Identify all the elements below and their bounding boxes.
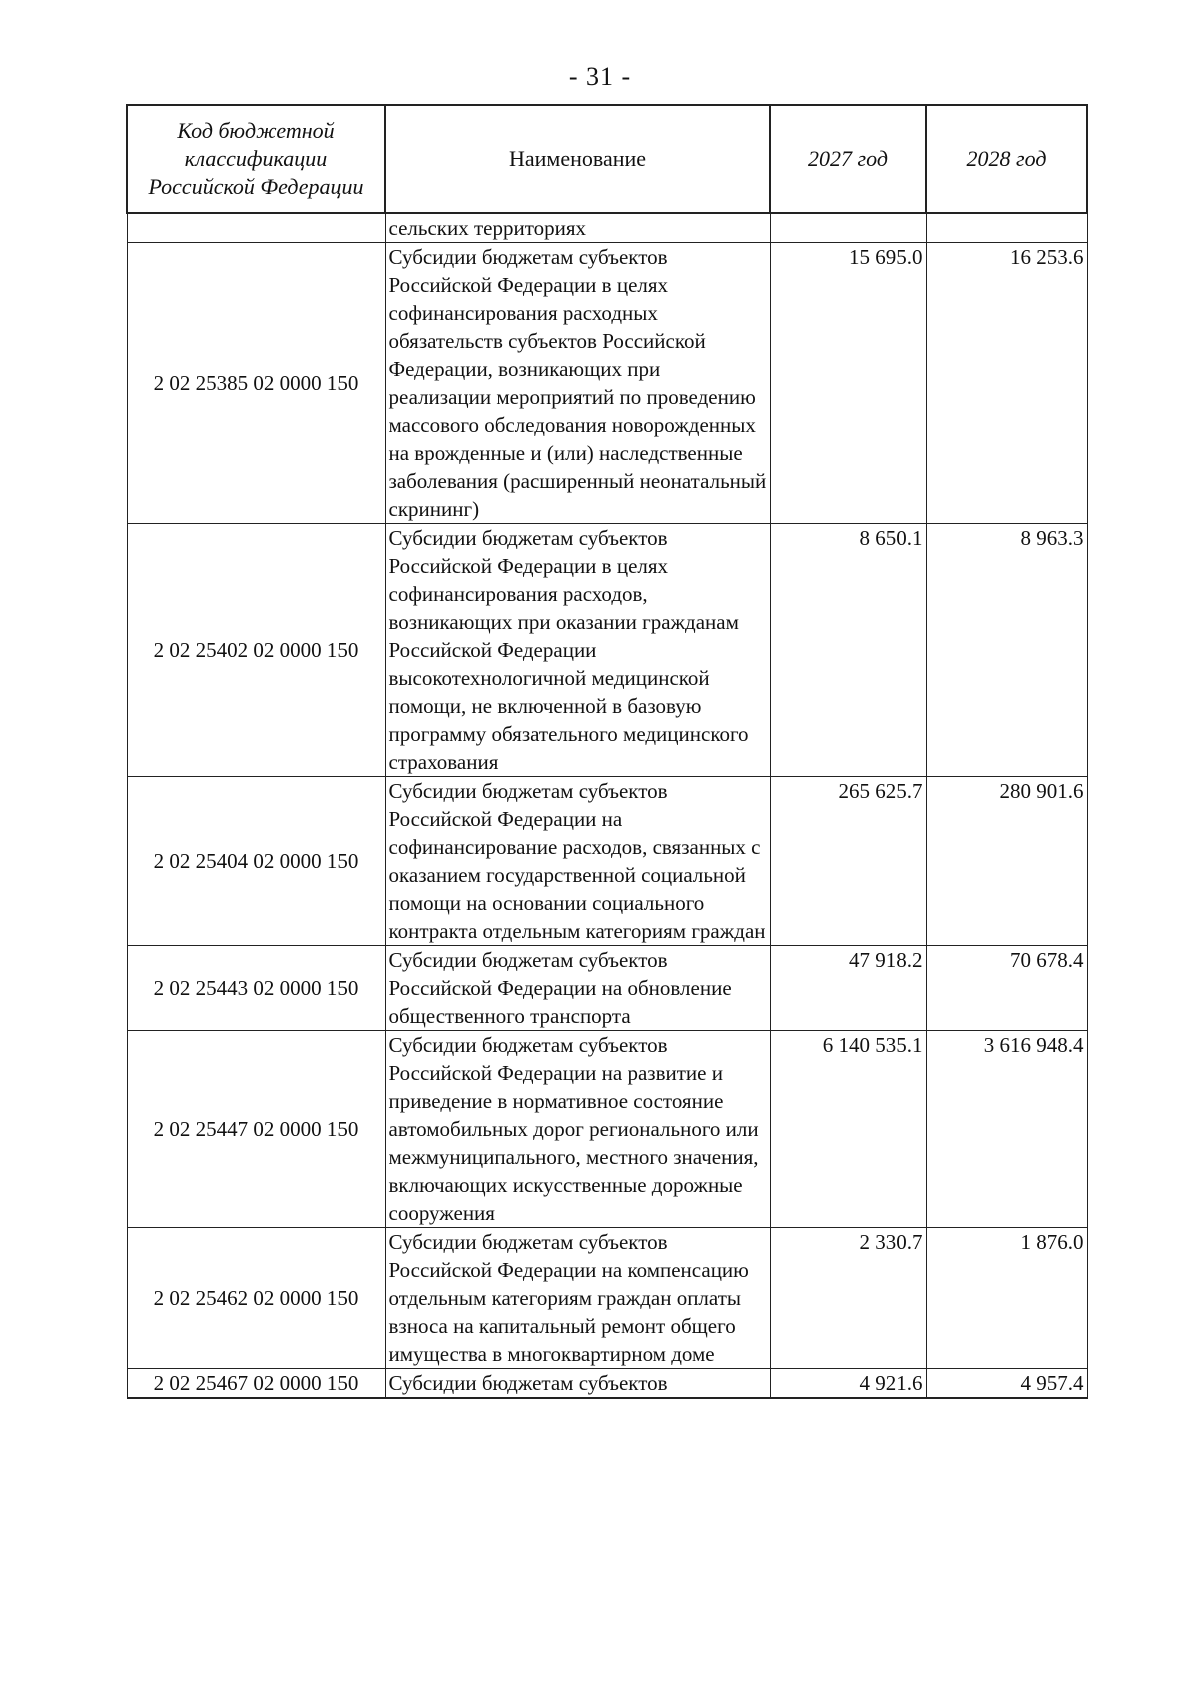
row-name: Субсидии бюджетам субъектов Российской Федерации в целях софинансирования расходов, возникающих при оказании гражданам Российской Федерации высокотехнологичной медицинской помощи, не включенной в базовую программу обязательного медицинского страхования bbox=[385, 524, 770, 777]
table-row bbox=[127, 1369, 1087, 1399]
row-code: 2 02 25443 02 0000 150 bbox=[127, 946, 385, 1031]
header-year-2028: 2028 год bbox=[926, 105, 1087, 213]
table-header-row bbox=[127, 105, 1087, 213]
row-amount-2028: 8 963.3 bbox=[926, 524, 1087, 777]
row-amount-2028: 70 678.4 bbox=[926, 946, 1087, 1031]
table-row bbox=[127, 243, 1087, 524]
row-name: Субсидии бюджетам субъектов bbox=[385, 1369, 770, 1399]
table-row bbox=[127, 946, 1087, 1031]
row-amount-2027: 47 918.2 bbox=[770, 946, 926, 1031]
row-amount-2028: 3 616 948.4 bbox=[926, 1031, 1087, 1228]
row-amount-2027: 8 650.1 bbox=[770, 524, 926, 777]
row-amount-2027: 4 921.6 bbox=[770, 1369, 926, 1399]
row-name: Субсидии бюджетам субъектов Российской Федерации на софинансирование расходов, связанных с оказанием государственной социальной помощи на основании социального контракта отдельным категориям граждан bbox=[385, 777, 770, 946]
table-row bbox=[127, 1031, 1087, 1228]
table-row bbox=[127, 1228, 1087, 1369]
row-code: 2 02 25402 02 0000 150 bbox=[127, 524, 385, 777]
row-amount-2028: 280 901.6 bbox=[926, 777, 1087, 946]
table-row bbox=[127, 213, 1087, 243]
row-amount-2028: 16 253.6 bbox=[926, 243, 1087, 524]
row-amount-2027: 15 695.0 bbox=[770, 243, 926, 524]
row-code: 2 02 25467 02 0000 150 bbox=[127, 1369, 385, 1399]
header-code: Код бюджетной классификации Российской Федерации bbox=[127, 105, 385, 213]
table-row bbox=[127, 777, 1087, 946]
row-name: сельских территориях bbox=[385, 213, 770, 243]
row-amount-2027: 265 625.7 bbox=[770, 777, 926, 946]
row-name: Субсидии бюджетам субъектов Российской Федерации в целях софинансирования расходных обязательств субъектов Российской Федерации, возникающих при реализации мероприятий по проведению массового обследования новорожденных на врожденные и (или) наследственные заболевания (расширенный неонатальный скрининг) bbox=[385, 243, 770, 524]
budget-table bbox=[126, 104, 1088, 1399]
row-amount-2027: 6 140 535.1 bbox=[770, 1031, 926, 1228]
table-row bbox=[127, 524, 1087, 777]
row-amount-2028 bbox=[926, 213, 1087, 243]
header-name: Наименование bbox=[385, 105, 770, 213]
row-code: 2 02 25447 02 0000 150 bbox=[127, 1031, 385, 1228]
header-year-2027: 2027 год bbox=[770, 105, 926, 213]
page-number: - 31 - bbox=[568, 62, 632, 91]
row-name: Субсидии бюджетам субъектов Российской Федерации на компенсацию отдельным категориям граждан оплаты взноса на капитальный ремонт общего имущества в многоквартирном доме bbox=[385, 1228, 770, 1369]
row-code bbox=[127, 213, 385, 243]
row-name: Субсидии бюджетам субъектов Российской Федерации на обновление общественного транспорта bbox=[385, 946, 770, 1031]
row-amount-2028: 4 957.4 bbox=[926, 1369, 1087, 1399]
row-amount-2027: 2 330.7 bbox=[770, 1228, 926, 1369]
row-amount-2027 bbox=[770, 213, 926, 243]
row-amount-2028: 1 876.0 bbox=[926, 1228, 1087, 1369]
row-code: 2 02 25404 02 0000 150 bbox=[127, 777, 385, 946]
row-code: 2 02 25462 02 0000 150 bbox=[127, 1228, 385, 1369]
row-code: 2 02 25385 02 0000 150 bbox=[127, 243, 385, 524]
row-name: Субсидии бюджетам субъектов Российской Федерации на развитие и приведение в нормативное состояние автомобильных дорог регионального или межмуниципального, местного значения, включающих искусственные дорожные сооружения bbox=[385, 1031, 770, 1228]
